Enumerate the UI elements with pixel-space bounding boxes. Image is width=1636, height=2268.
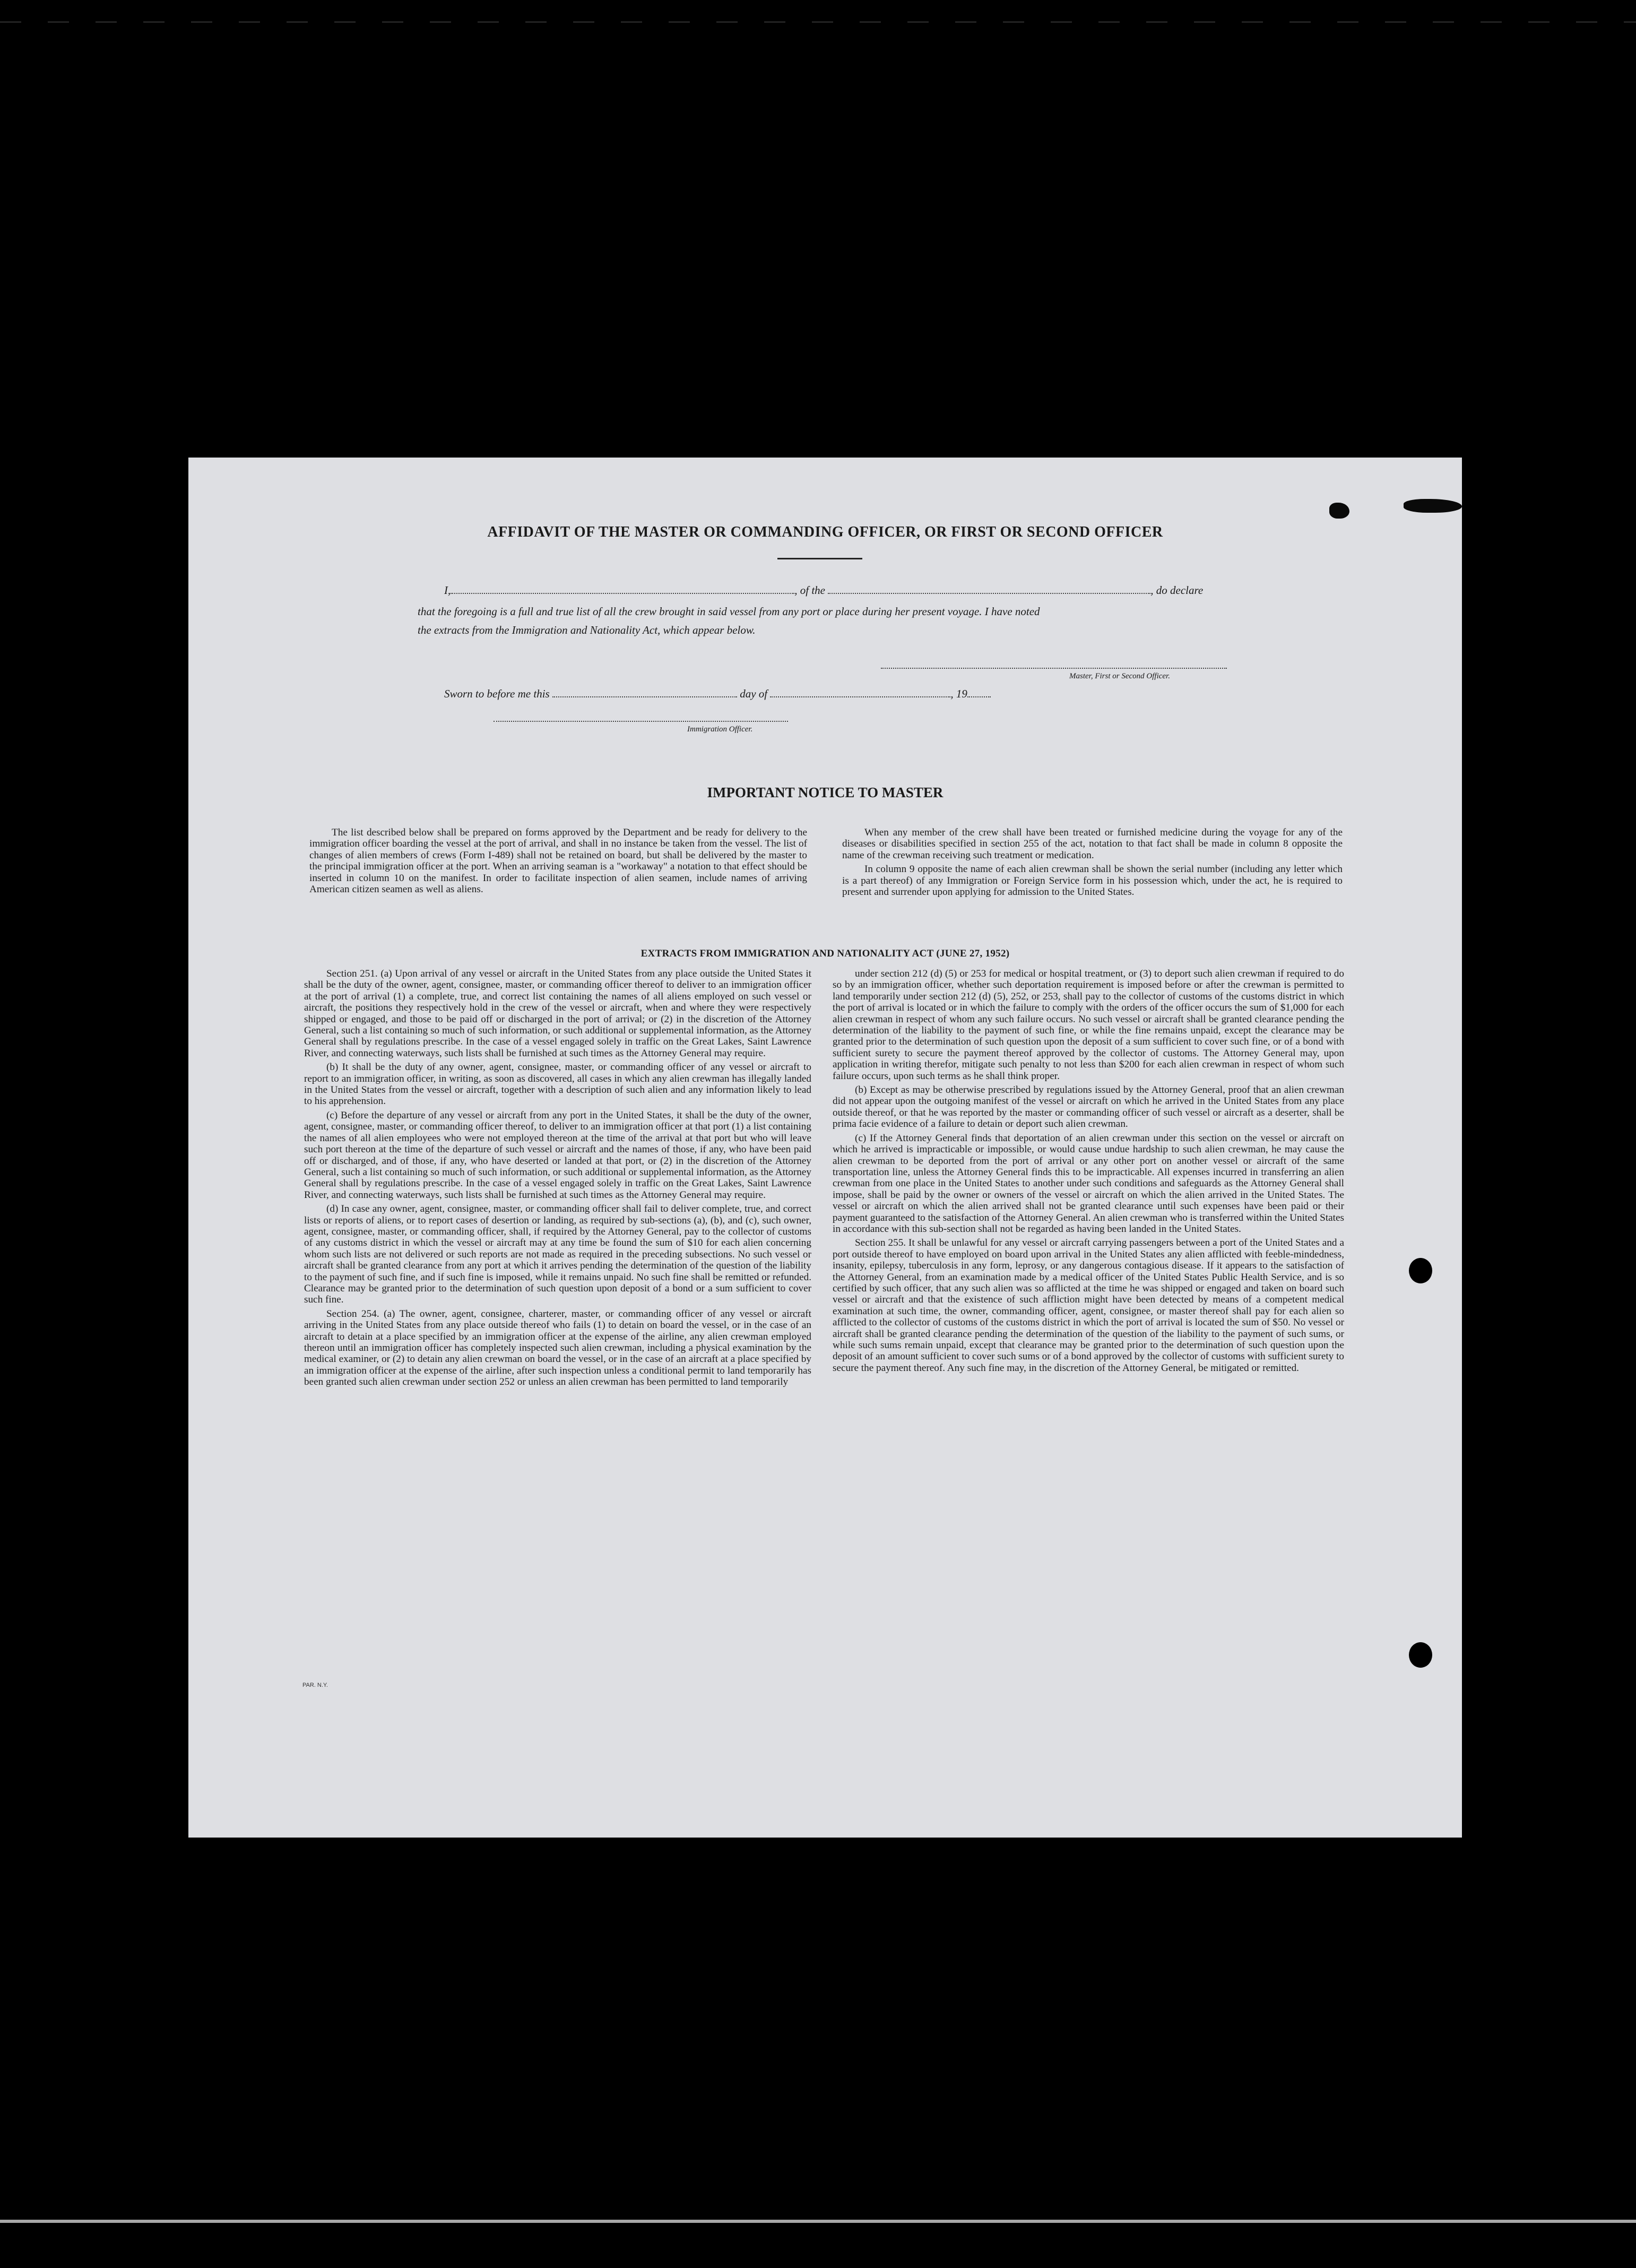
scan-top-edge [0, 21, 1636, 23]
extract-paragraph: (b) It shall be the duty of any owner, agent, consignee, master, or commanding officer of any vessel or aircraft to report to an immigration officer, in writing, as soon as discovered, all cases in which any alien crewman has illegally landed in the United States from the vessel or aircraft, together with a description of such alien and any information likely to lead to his apprehension. [304, 1062, 811, 1107]
notice-paragraph: When any member of the crew shall have been treated or furnished medicine during the voyage for any of the diseases or disabilities specified in section 255 of the act, notation to that fact shall be made in column 8 opposite the name of the crewman receiving such treatment or medication. [842, 827, 1343, 861]
document-page [188, 458, 1462, 1838]
declaration-line-2: that the foregoing is a full and true list of all the crew brought in said vessel from any port or place during her present voyage. I have noted [418, 605, 1040, 618]
label-year: , 19 [950, 687, 967, 700]
name-field[interactable] [451, 585, 794, 594]
vessel-field[interactable] [828, 585, 1150, 594]
label-of-the: , of the [794, 584, 825, 597]
sworn-year-field[interactable] [967, 689, 991, 697]
label-declare: , do declare [1150, 584, 1204, 597]
notice-right-column [842, 827, 1343, 900]
notice-heading: IMPORTANT NOTICE TO MASTER [707, 784, 943, 800]
extracts-left-column [304, 968, 811, 1391]
master-signature-field[interactable] [881, 667, 1227, 669]
sworn-line [444, 687, 991, 701]
punch-hole [1409, 1258, 1432, 1283]
declaration-line-1 [444, 584, 1203, 597]
ink-blot-mark [1329, 503, 1349, 519]
extracts-heading: EXTRACTS FROM IMMIGRATION AND NATIONALITY ACT (JUNE 27, 1952) [640, 948, 1010, 959]
officer-signature-caption: Immigration Officer. [687, 725, 753, 734]
extract-paragraph: (c) Before the departure of any vessel or aircraft from any port in the United States, it shall be the duty of the owner, agent, consignee, master, or commanding officer thereof, to deliver to an immigration officer at that port (1) a list containing the names of all alien employees who were not employed thereon at the time of the arrival at that port but who will leave such port thereon at the time of the departure of such vessel or aircraft and the names of those, if any, who have been paid off or discharged, and of those, if any, who have deserted or landed at that port, or (2) in the discretion of the Attorney General, such a list containing so much of such information, or such additional or supplemental information, as the Attorney General shall by regulations prescribe. In the case of a vessel engaged solely in traffic on the Great Lakes, Saint Lawrence River, and connecting waterways, such lists shall be furnished at such times as the Attorney General may require. [304, 1109, 811, 1201]
title-divider [777, 558, 862, 559]
ink-blot-mark [1404, 499, 1462, 513]
extract-paragraph: Section 254. (a) The owner, agent, consignee, charterer, master, or commanding officer of any vessel or aircraft arriving in the United States from any place outside thereof who fails (1) to detain on board the vessel, or in the case of an aircraft to detain at a place specified by an immigration officer at the expense of the airline, any alien crewman employed thereon until an immigration officer has completely inspected such alien crewman, including a physical examination by the medical examiner, or (2) to detain any alien crewman on board the vessel, or in the case of an aircraft at a place specified by an immigration officer at the expense of the airline, after such inspection unless a conditional permit to land temporarily has been granted such alien crewman under section 252 or unless an alien crewman has been permitted to land temporarily [304, 1308, 811, 1388]
scan-bottom-edge [0, 2220, 1636, 2223]
declaration-line-3: the extracts from the Immigration and Nationality Act, which appear below. [418, 624, 756, 636]
extract-paragraph: Section 255. It shall be unlawful for any vessel or aircraft carrying passengers between a port of the United States and a port outside thereof to have employed on board upon arrival in the United States any alien afflicted with feeble-mindedness, insanity, epilepsy, tuberculosis in any form, leprosy, or any dangerous contagious disease. If it appears to the satisfaction of the Attorney General, from an examination made by a medical officer of the United States Public Health Service, and is so certified by such officer, that any such alien was so afflicted at the time he was shipped or engaged and taken on board such vessel or aircraft and that the existence of such affliction might have been detected by means of a competent medical examination at such time, the owner, commanding officer, agent, consignee, or master thereof shall pay for each alien so afflicted to the collector of customs of the customs district in which the port of arrival is located the sum of $50. No vessel or aircraft shall be granted clearance pending the determination of the question of the liability to the payment of such sums, or while such sums remain unpaid, except that clearance may be granted prior to the determination of such question upon the deposit of an amount sufficient to cover such sums or of a bond approved by the collector of customs with sufficient surety to secure the payment thereof. Any such fine may, in the discretion of the Attorney General, be mitigated or remitted. [833, 1237, 1344, 1374]
notice-paragraph: In column 9 opposite the name of each alien crewman shall be shown the serial number (including any letter which is a part thereof) of any Immigration or Foreign Service form in his possession which, under the act, he is required to present and surrender upon applying for admission to the United States. [842, 864, 1343, 898]
label-sworn: Sworn to before me this [444, 687, 550, 700]
label-i: I, [444, 584, 451, 597]
label-day-of: day of [740, 687, 768, 700]
notice-left-column [309, 827, 807, 898]
punch-hole [1409, 1642, 1432, 1668]
extract-paragraph: Section 251. (a) Upon arrival of any vessel or aircraft in the United States from any place outside the United States it shall be the duty of the owner, agent, consignee, master, or commanding officer thereof to deliver to an immigration officer at the port of arrival (1) a complete, true, and correct list containing the names of all aliens employed on such vessel or aircraft, the positions they respectively hold in the crew of the vessel or aircraft, when and where they were respectively shipped or engaged, and those to be paid off or discharged in the port of arrival; or (2) in the discretion of the Attorney General, such a list containing so much of such information, or such additional or supplemental information, as the Attorney General shall by regulations prescribe. In the case of a vessel engaged solely in traffic on the Great Lakes, Saint Lawrence River, and connecting waterways, such lists shall be furnished at such times as the Attorney General may require. [304, 968, 811, 1059]
affidavit-title: AFFIDAVIT OF THE MASTER OR COMMANDING OFFICER, OR FIRST OR SECOND OFFICER [487, 524, 1163, 540]
extract-paragraph: (c) If the Attorney General finds that deportation of an alien crewman under this section on the vessel or aircraft on which he arrived is impracticable or impossible, or would cause undue hardship to such alien crewman, he may cause the alien crewman to be deported from the port of arrival or any other port on another vessel or aircraft of the same transportation line, unless the Attorney General finds this to be impracticable. All expenses incurred in transferring an alien crewman from one place in the United States to another under such conditions and safeguards as the Attorney General shall impose, shall be paid by the owner or owners of the vessel or aircraft on which the alien arrived in the United States. The vessel or aircraft on which the alien arrived shall not be granted clearance until such expenses have been paid or their payment guaranteed to the satisfaction of the Attorney General. An alien crewman who is transferred within the United States in accordance with this sub-section shall not be regarded as having been landed in the United States. [833, 1132, 1344, 1235]
notice-paragraph: The list described below shall be prepared on forms approved by the Department and be ready for delivery to the immigration officer boarding the vessel at the port of arrival, and shall in no instance be taken from the vessel. The list of changes of alien members of crews (Form I-489) shall not be retained on board, but shall be delivered by the master to the principal immigration officer at the port. When an arriving seaman is a "workaway" a notation to that effect should be inserted in column 10 on the manifest. In order to facilitate inspection of alien seamen, include names of arriving American citizen seamen as well as aliens. [309, 827, 807, 895]
extract-paragraph: under section 212 (d) (5) or 253 for medical or hospital treatment, or (3) to deport such alien crewman if required to do so by an immigration officer, whether such deportation requirement is imposed before or after the crewman is permitted to land temporarily under section 212 (d) (5), 252, or 253, shall pay to the collector of customs of the customs district in which the port of arrival is located or in which the failure to comply with the orders of the officer occurs the sum of $1,000 for each alien crewman in respect of whom any such failure occurs. No such vessel or aircraft shall be granted clearance pending the determination of the liability to the payment of such fine, or while the fine remains unpaid, except the clearance may be granted prior to the determination of such question upon the deposit of a sum sufficient to cover such fine, or of a bond with sufficient surety to secure the payment thereof approved by the collector of customs. The Attorney General may, upon application in writing therefor, mitigate such penalty to not less than $200 for each alien crewman in respect of whom such failure occurs, upon such terms as he shall think proper. [833, 968, 1344, 1082]
printer-mark: PAR. N.Y. [302, 1682, 328, 1688]
sworn-day-field[interactable] [552, 689, 737, 697]
extract-paragraph: (b) Except as may be otherwise prescribed by regulations issued by the Attorney General, proof that an alien crewman did not appear upon the outgoing manifest of the vessel or aircraft on which he arrived in the United States from any place outside thereof, or that he was reported by the master or commanding officer of such vessel or aircraft as a deserter, shall be prima facie evidence of a failure to detain or deport such alien crewman. [833, 1084, 1344, 1130]
sworn-month-field[interactable] [770, 689, 950, 697]
master-signature-caption: Master, First or Second Officer. [1069, 672, 1170, 680]
officer-signature-field[interactable] [494, 720, 788, 722]
extracts-right-column [833, 968, 1344, 1376]
extract-paragraph: (d) In case any owner, agent, consignee, master, or commanding officer shall fail to deliver complete, true, and correct lists or reports of aliens, or to report cases of desertion or landing, as required by sub-sections (a), (b), and (c), such owner, agent, consignee, master, or commanding officer, shall, if required by the Attorney General, pay to the collector of customs of any customs district in which the vessel or aircraft may at any time be found the sum of $10 for each alien concerning whom such lists are not delivered or such reports are not made as required in the preceding subsections. No such vessel or aircraft shall be granted clearance from any port at which it arrives pending the determination of the question of the liability to the payment of such fine, and if such fine is imposed, while it remains unpaid. No such fine shall be remitted or refunded. Clearance may be granted prior to the determination of such question upon deposit of a bond or a sum sufficient to cover such fine. [304, 1203, 811, 1306]
